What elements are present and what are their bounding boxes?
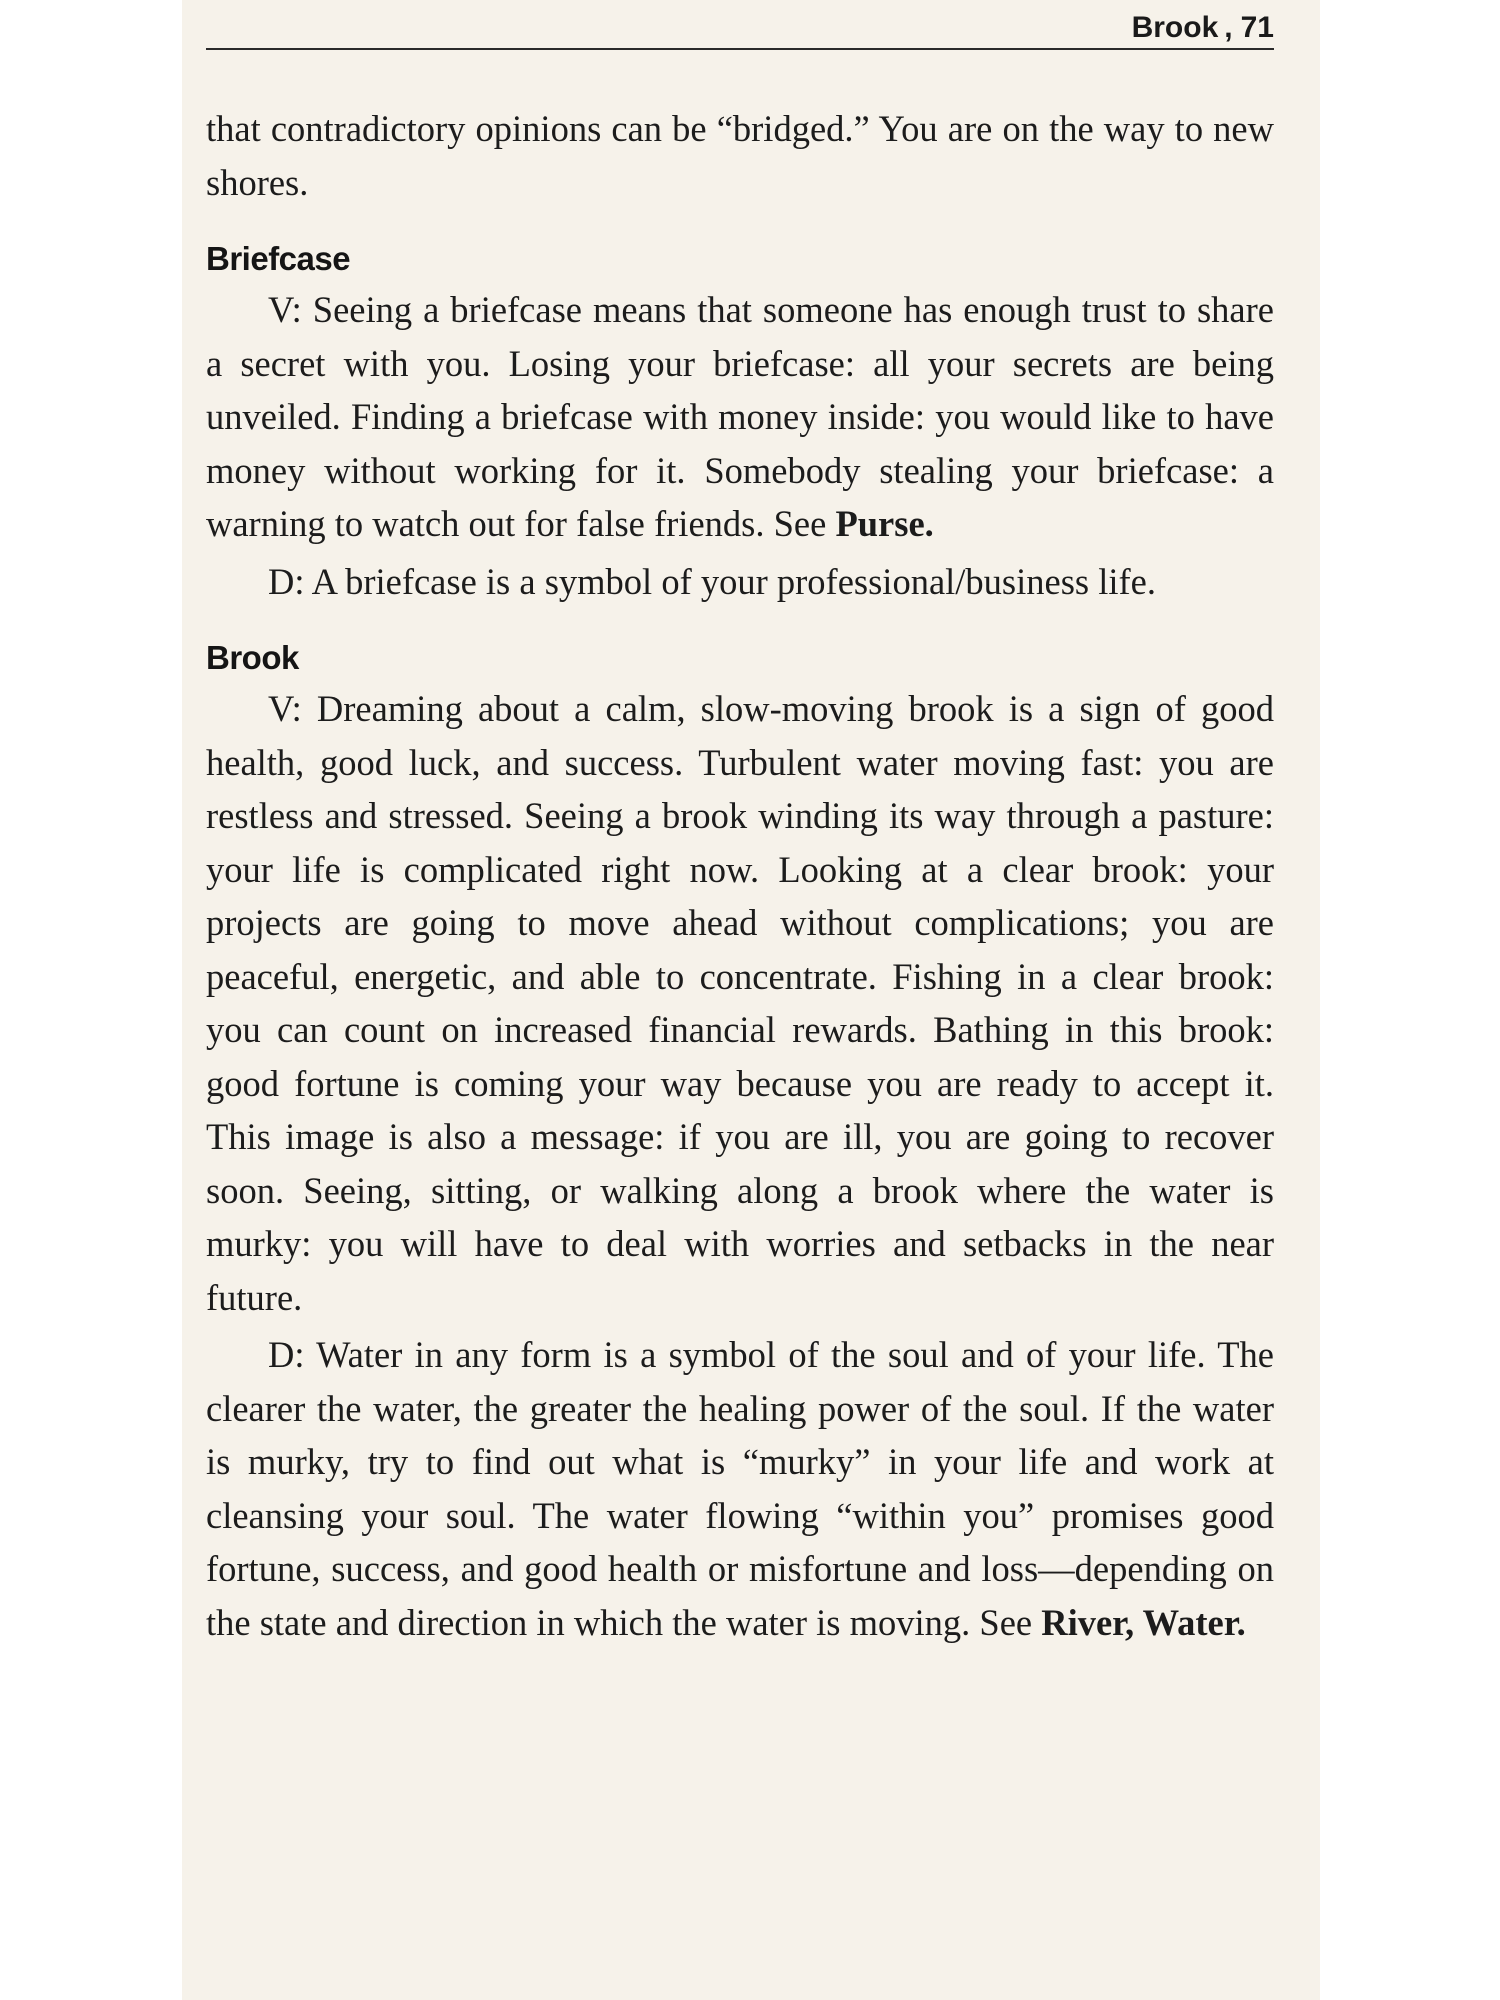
running-head: Brook xyxy=(1131,11,1219,44)
entry-heading-briefcase: Briefcase xyxy=(206,240,351,277)
briefcase-dream-paragraph: D: A briefcase is a symbol of your professional/business life. xyxy=(268,560,1157,602)
brook-vision-paragraph: V: Dreaming about a calm, slow-moving brook is a sign of good health, good luck, and success. Turbulent water moving fast: you are restless and stressed. Seeing a brook winding its way through a pasture: your life is complicated right now. Looking at a clear brook: your projects are going to move ahead without complications; you are peaceful, energetic, and able to concentrate. Fishing in a clear brook: you can count on increased financial rewards. Bathing in this brook: good fortune is coming your way because you are ready to accept it. This image is also a message: if you are ill, you are going to recover soon. Seeing, sitting, or walking along a brook where the water is murky: you will have to deal with worries and setbacks in the near future. xyxy=(206,688,1274,1318)
brook-dream-paragraph xyxy=(206,1328,1274,1649)
briefcase-vision-text: V: Seeing a briefcase means that someone has enough trust to share a secret with you. Losing your briefcase: all your secrets are being unveiled. Finding a briefcase with money inside: you would like to have money without working for it. Somebody stealing your briefcase: a warning to watch out for false friends. See xyxy=(206,289,1274,544)
page-content xyxy=(206,102,1274,1649)
intro-paragraph: that contradictory opinions can be “bridged.” You are on the way to new shores. xyxy=(206,108,1274,203)
page-number: 71 xyxy=(1240,11,1274,44)
brook-dream-text: D: Water in any form is a symbol of the soul and of your life. The clearer the water, the greater the healing power of the soul. If the water is murky, try to find out what is “murky” in your life and work at cleansing your soul. The water flowing “within you” promises good fortune, success, and good health or misfortune and loss—depending on the state and direction in which the water is moving. See xyxy=(206,1334,1274,1643)
page-header xyxy=(206,8,1274,50)
briefcase-cross-reference: Purse. xyxy=(835,503,934,544)
header-separator: , xyxy=(1224,11,1233,44)
entry-heading-brook: Brook xyxy=(206,639,299,676)
briefcase-vision-paragraph xyxy=(206,283,1274,551)
brook-cross-reference: River, Water. xyxy=(1041,1601,1246,1643)
book-page xyxy=(182,0,1320,2000)
